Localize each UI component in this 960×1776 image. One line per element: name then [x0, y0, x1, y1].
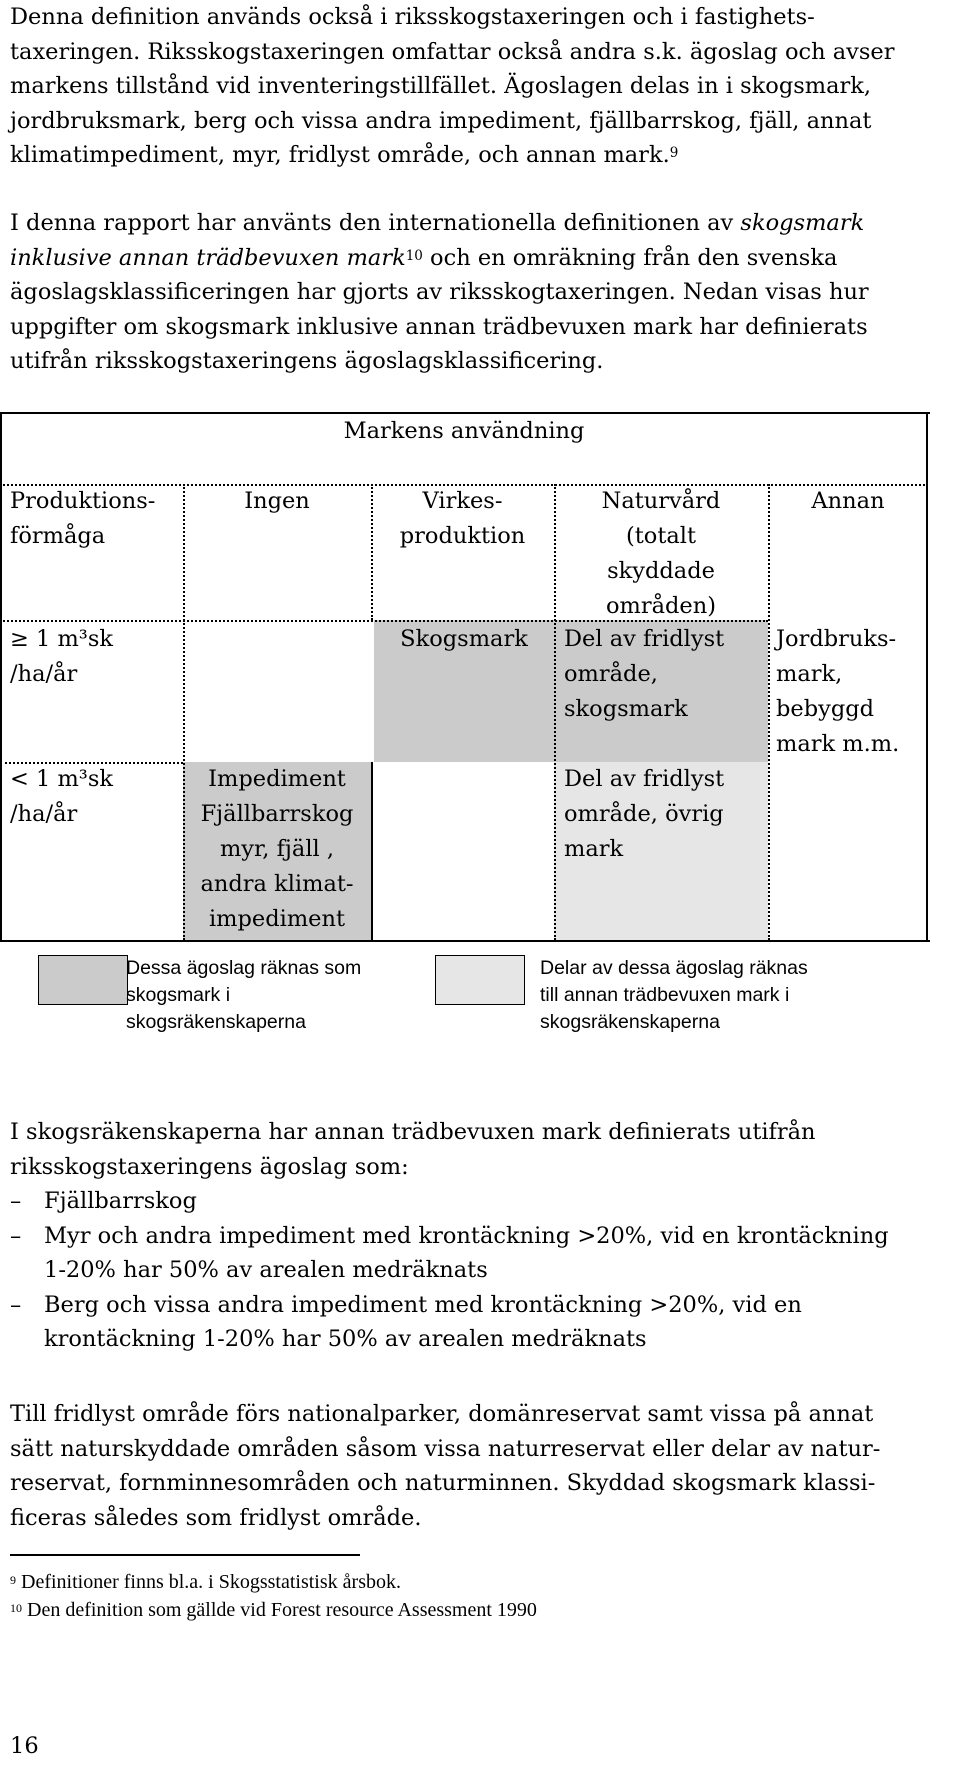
- text-line: jordbruksmark, berg och vissa andra impediment, fjällbarrskog, fjäll, annat: [10, 107, 872, 134]
- page-number: 16: [10, 1733, 39, 1759]
- row2-ingen-cell: Impediment Fjällbarrskog myr, fjäll , andra klimat- impediment: [200, 766, 354, 932]
- text-line: taxeringen. Riksskogstaxeringen omfattar också andra s.k. ägoslag och avser: [10, 38, 895, 65]
- row2-naturvard-cell: Del av fridlyst område, övrig mark: [564, 766, 725, 862]
- table-border: [371, 762, 373, 942]
- skogsrakenskaperna-paragraph: [10, 1115, 955, 1184]
- land-use-classification-table: [0, 412, 930, 942]
- footnote-9: $^9$ Definitioner finns bl.a. i Skogsstatistisk årsbok.: [10, 1571, 401, 1593]
- table-top-header: Markens användning: [343, 418, 585, 444]
- text-line: uppgifter om skogsmark inklusive annan trädbevuxen mark har definierats: [10, 313, 868, 340]
- text-line: reservat, fornminnesområden och naturminnen. Skyddad skogsmark klassi-: [10, 1470, 876, 1496]
- text-line: I denna rapport har använts den internationella definitionen av skogsmark: [10, 210, 865, 236]
- text-line: klimatimpediment, myr, fridlyst område, och annan mark.$^9$: [10, 142, 679, 168]
- intro-paragraph: [10, 0, 955, 173]
- row-header-title: Produktions- förmåga: [10, 488, 156, 549]
- column-header-naturvard: Naturvård (totalt skyddade områden): [601, 488, 721, 619]
- report-paragraph: [10, 206, 955, 379]
- footnote-10: $^{10}$ Den definition som gällde vid Forest resource Assessment 1990: [10, 1599, 537, 1621]
- text-line: markens tillstånd vid inventeringstillfället. Ägoslagen delas in i skogsmark,: [10, 73, 872, 99]
- footnote-separator: [10, 1554, 360, 1556]
- dash-marker: –: [10, 1291, 22, 1318]
- text-line: sätt naturskyddade områden såsom vissa naturreservat eller delar av natur-: [10, 1435, 881, 1462]
- legend-text-dark: Dessa ägoslag räknas som skogsmark i skogsräkenskaperna: [126, 957, 362, 1033]
- text-line: I skogsräkenskaperna har annan trädbevuxen mark definierats utifrån: [10, 1119, 816, 1145]
- text-line: inklusive annan trädbevuxen mark$^{10}$ och en omräkning från den svenska: [10, 244, 838, 271]
- row1-naturvard-cell: Del av fridlyst område, skogsmark: [564, 626, 725, 722]
- table-border: [926, 484, 928, 942]
- text-line: Denna definition används också i riksskogstaxeringen och i fastighets-: [10, 4, 815, 30]
- legend-swatch-dark: [38, 955, 128, 1005]
- text-line: Till fridlyst område förs nationalparker, domänreservat samt vissa på annat: [10, 1401, 874, 1427]
- list-item: – Fjällbarrskog: [10, 1184, 955, 1219]
- column-header-annan: Annan: [811, 488, 885, 514]
- table-border: [0, 412, 2, 942]
- text-line: utifrån riksskogstaxeringens ägoslagsklassificering.: [10, 348, 604, 374]
- row2-label: < 1 m³sk /ha/år: [10, 766, 114, 827]
- dash-marker: –: [10, 1188, 22, 1214]
- text-line: ficeras således som fridlyst område.: [10, 1504, 422, 1531]
- row1-virkes-cell: Skogsmark: [400, 626, 528, 652]
- legend-swatch-light: [435, 955, 525, 1005]
- column-header-ingen: Ingen: [244, 488, 310, 514]
- row1-label: ≥ 1 m³sk /ha/år: [10, 626, 114, 687]
- column-header-virkesproduktion: Virkes- produktion: [399, 488, 526, 549]
- list-item: – Berg och vissa andra impediment med krontäckning >20%, vid en krontäckning 1-20% har 50% av arealen medräknats: [10, 1288, 955, 1357]
- table-divider: [768, 484, 770, 940]
- bullet-list: [10, 1184, 955, 1357]
- footnote-ref-9[interactable]: 9: [669, 145, 679, 161]
- row1-annan-cell: Jordbruks- mark, bebyggd mark m.m.: [776, 626, 900, 757]
- text-line: riksskogstaxeringens ägoslag som:: [10, 1153, 409, 1180]
- text-line: ägoslagsklassificeringen har gjorts av riksskogtaxeringen. Nedan visas hur: [10, 279, 869, 305]
- list-item: – Myr och andra impediment med krontäckning >20%, vid en krontäckning 1-20% har 50% av arealen medräknats: [10, 1219, 955, 1288]
- footnote-ref-10[interactable]: 10: [405, 247, 423, 264]
- fridlyst-paragraph: [10, 1397, 955, 1535]
- dash-marker: –: [10, 1222, 22, 1249]
- legend-text-light: Delar av dessa ägoslag räknas till annan trädbevuxen mark i skogsräkenskaperna: [540, 957, 808, 1033]
- table-border: [0, 940, 930, 942]
